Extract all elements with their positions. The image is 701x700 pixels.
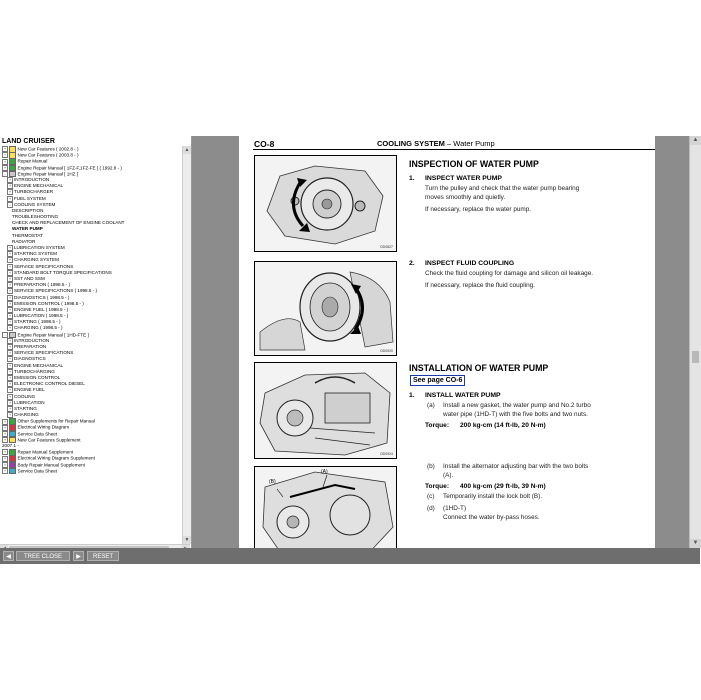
tree-item-label: Body Repair Manual Supplement xyxy=(17,462,85,468)
expand-plus-icon[interactable]: + xyxy=(8,270,12,275)
step-b-line-2: (A). xyxy=(443,472,454,479)
inspect-step-1-number: 1. xyxy=(409,175,415,182)
tree-item-label: New Car Features ( 2002.8 - ) xyxy=(17,146,79,152)
inspect-step-1-line-1: Turn the pulley and check that the water pump bearing xyxy=(425,185,580,192)
tree-item-label: Engine Repair Manual [ 1HZ ] xyxy=(17,171,79,177)
tree-item-label: Electrical Wiring Diagram xyxy=(17,424,70,430)
step-b-label: (b) xyxy=(427,463,435,470)
expand-plus-icon[interactable]: + xyxy=(3,462,7,467)
tree-item-label: Service Data Sheet xyxy=(17,468,58,474)
tree-item-label: PREPARATION ( 1998.5 - ) xyxy=(14,282,70,288)
tree-item-label: ENGINE FUEL xyxy=(14,387,45,393)
bottom-toolbar xyxy=(0,548,700,564)
tree-item-label: CHARGING SYSTEM xyxy=(14,257,59,263)
tree-item-label: SST AND SSM xyxy=(14,276,45,282)
tree-item-label: DIAGNOSTICS xyxy=(14,356,46,362)
tree-item-label: RADIATOR xyxy=(12,238,36,244)
tree-item-label: STANDARD BOLT TORQUE SPECIFICATIONS xyxy=(14,269,112,275)
tree-item-label: DESCRIPTION xyxy=(12,207,44,213)
water-pump-drawing xyxy=(255,156,396,251)
tree-list xyxy=(0,146,182,544)
figure-fluid-coupling xyxy=(254,261,397,356)
callout-a: (A) xyxy=(321,469,328,475)
inspect-step-2-line-1: Check the fluid coupling for damage and silicon oil leakage. xyxy=(425,270,594,277)
callout-b: (B) xyxy=(269,479,276,485)
header-rule xyxy=(253,149,655,150)
expand-plus-icon[interactable]: + xyxy=(3,153,7,158)
expand-plus-icon[interactable]: + xyxy=(3,419,7,424)
tree-title: LAND CRUISER xyxy=(2,138,55,145)
inspect-step-1-line-3: If necessary, replace the water pump. xyxy=(425,206,532,213)
install-step-1-number: 1. xyxy=(409,392,415,399)
tree-item-label: 2007.1 - xyxy=(2,443,19,448)
tree-item-label: TROUBLESHOOTING xyxy=(12,214,59,220)
tree-item-label: TURBOCHARGING xyxy=(14,368,55,374)
expand-plus-icon[interactable]: + xyxy=(8,264,12,269)
tree-item-label: Engine Repair Manual [ 1HD-FTE ] xyxy=(17,332,89,338)
tree-item-label: WATER PUMP xyxy=(12,226,43,232)
expand-plus-icon[interactable]: + xyxy=(8,246,12,250)
expand-plus-icon[interactable]: + xyxy=(3,431,7,436)
tree-item-label: STARTING ( 1998.5 - ) xyxy=(14,319,61,325)
manual-page xyxy=(239,136,655,548)
tree-item-label: CHARGING xyxy=(14,412,39,418)
expand-plus-icon[interactable]: + xyxy=(3,469,7,473)
step-a-line-1: Install a new gasket, the water pump and No.2 turbo xyxy=(443,402,591,409)
tree-item-label: CHECK AND REPLACEMENT OF ENGINE COOLANT xyxy=(12,220,125,226)
expand-plus-icon[interactable]: + xyxy=(8,351,12,356)
document-vertical-scrollbar[interactable] xyxy=(689,136,701,548)
step-a-line-2: water pipe (1HD-T) with the five bolts and two nuts. xyxy=(443,411,588,418)
inspect-step-1-line-2: moves smoothly and quietly. xyxy=(425,194,506,201)
figure-water-pump-pulley xyxy=(254,155,397,252)
doc-scroll-down-icon[interactable]: ▼ xyxy=(690,539,701,548)
tree-item-label: THERMOSTAT xyxy=(12,232,43,238)
expand-plus-icon[interactable]: + xyxy=(8,326,12,331)
tree-item-label: INTRODUCTION xyxy=(14,338,50,344)
section-dash: – xyxy=(447,139,454,148)
inspect-step-1-title: INSPECT WATER PUMP xyxy=(425,175,502,182)
expand-plus-icon[interactable]: + xyxy=(8,363,12,368)
tree-item-label: Repair Manual Supplement xyxy=(17,449,74,455)
tree-item-label: LUBRICATION SYSTEM xyxy=(14,245,65,251)
tree-item-label: TURBOCHARGER xyxy=(14,189,54,195)
section-header xyxy=(377,139,495,148)
expand-plus-icon[interactable]: + xyxy=(8,289,12,294)
reset-button[interactable]: RESET xyxy=(87,551,119,561)
tree-item-label: SERVICE SPECIFICATIONS ( 1998.5 - ) xyxy=(14,288,98,294)
tree-item-label: SERVICE SPECIFICATIONS xyxy=(14,263,74,269)
tree-item-label: INTRODUCTION xyxy=(14,177,50,183)
expand-plus-icon[interactable]: + xyxy=(3,438,7,443)
expand-plus-icon[interactable]: + xyxy=(8,357,12,362)
expand-plus-icon[interactable]: + xyxy=(3,456,7,461)
inspect-step-2-title: INSPECT FLUID COUPLING xyxy=(425,260,515,267)
expand-plus-icon[interactable]: + xyxy=(8,307,12,312)
tree-item-label: SERVICE SPECIFICATIONS xyxy=(14,350,74,356)
tree-item-label: Electrical Wiring Diagram Supplement xyxy=(17,455,95,461)
expand-plus-icon[interactable]: + xyxy=(3,147,7,152)
expand-plus-icon[interactable]: + xyxy=(8,382,12,387)
tree-item-label: EMISSION CONTROL xyxy=(14,375,61,381)
doc-scroll-up-icon[interactable]: ▲ xyxy=(690,136,701,145)
tree-item-label: LUBRICATION ( 1998.5 - ) xyxy=(14,313,69,319)
step-d-line-1: (1HD-T) xyxy=(443,505,467,512)
expand-plus-icon[interactable]: + xyxy=(8,276,12,281)
expand-plus-icon[interactable]: + xyxy=(8,301,12,306)
expand-plus-icon[interactable]: + xyxy=(8,406,12,411)
manual-viewer-window xyxy=(0,136,700,564)
tree-item-label: Other Supplements for Repair Manual xyxy=(17,418,95,424)
step-c-label: (c) xyxy=(427,493,435,500)
torque-1-value: 200 kg-cm (14 ft-lb, 20 N-m) xyxy=(460,422,546,429)
see-page-link[interactable]: See page CO-6 xyxy=(410,375,465,386)
expand-plus-icon[interactable]: + xyxy=(8,345,12,349)
tree-vertical-scrollbar[interactable] xyxy=(182,146,191,544)
tree-item-label: LUBRICATION xyxy=(14,399,45,405)
engine-front-drawing xyxy=(255,363,396,458)
tree-item-label: DIAGNOSTICS ( 1998.5 - ) xyxy=(14,294,70,300)
tree-item-label: COOLING xyxy=(14,393,36,399)
inspect-step-2-number: 2. xyxy=(409,260,415,267)
tree-item-label: Service Data Sheet xyxy=(17,431,58,437)
install-step-1-title: INSTALL WATER PUMP xyxy=(425,392,501,399)
expand-plus-icon[interactable]: + xyxy=(8,184,12,189)
tree-item-label: PREPARATION xyxy=(14,344,47,350)
tree-item-label: ENGINE FUEL ( 1998.5 - ) xyxy=(14,307,69,313)
page-number: CO-8 xyxy=(254,139,275,149)
torque-1-label: Torque: xyxy=(425,422,450,429)
tree-item-label: Repair Manual xyxy=(17,158,48,164)
prev-arrow-button[interactable]: ◀ xyxy=(3,551,14,561)
expand-plus-icon[interactable]: + xyxy=(8,283,12,288)
collapse-minus-icon[interactable]: - xyxy=(2,332,8,338)
installation-heading: INSTALLATION OF WATER PUMP xyxy=(409,363,549,373)
collapse-minus-icon[interactable]: - xyxy=(2,171,8,177)
expand-plus-icon[interactable]: + xyxy=(8,413,12,418)
expand-plus-icon[interactable]: + xyxy=(8,400,12,405)
tree-item[interactable] xyxy=(0,468,182,474)
book-icon xyxy=(9,468,16,475)
expand-plus-icon[interactable]: + xyxy=(3,159,7,164)
step-b-line-1: Install the alternator adjusting bar with the two bolts xyxy=(443,463,589,470)
expand-plus-icon[interactable]: + xyxy=(8,314,12,319)
tree-item-label: EMISSION CONTROL ( 1998.5 - ) xyxy=(14,300,84,306)
tree-item-label: STARTING SYSTEM xyxy=(14,251,57,257)
tree-item-label: COOLING SYSTEM xyxy=(14,201,56,207)
expand-plus-icon[interactable]: + xyxy=(3,165,7,170)
scroll-up-arrow-icon[interactable]: ▲ xyxy=(184,147,190,153)
tree-item-label: ENGINE MECHANICAL xyxy=(14,183,64,189)
expand-plus-icon[interactable]: + xyxy=(8,295,12,300)
expand-plus-icon[interactable]: + xyxy=(3,450,7,455)
expand-plus-icon[interactable]: + xyxy=(8,394,12,399)
tree-item-label: CHARGING ( 1998.5 - ) xyxy=(14,325,63,331)
expand-plus-icon[interactable]: + xyxy=(8,196,12,201)
expand-plus-icon[interactable]: + xyxy=(3,425,7,430)
figure-code: OD0924 xyxy=(379,452,393,456)
step-c-line-1: Temporarily install the lock bolt (B). xyxy=(443,493,543,500)
tree-item-label: Engine Repair Manual [ 1FZ-F,1FZ-FE ] ( 1992.8 - ) xyxy=(17,165,122,171)
tree-item-label: ENGINE MECHANICAL xyxy=(14,362,64,368)
figure-code: OD0920 xyxy=(379,349,393,353)
section-subtitle: Water Pump xyxy=(453,139,495,148)
next-arrow-button[interactable]: ▶ xyxy=(73,551,84,561)
tree-item-label: STARTING xyxy=(14,406,37,412)
figure-water-pump-install xyxy=(254,362,397,459)
fluid-coupling-drawing xyxy=(255,262,396,355)
step-a-label: (a) xyxy=(427,402,435,409)
expand-plus-icon[interactable]: + xyxy=(8,177,12,182)
torque-2-label: Torque: xyxy=(425,483,450,490)
collapse-minus-icon[interactable]: - xyxy=(7,202,13,208)
torque-2-value: 400 kg-cm (29 ft-lb, 39 N-m) xyxy=(460,483,546,490)
expand-plus-icon[interactable]: + xyxy=(8,320,12,325)
expand-plus-icon[interactable]: + xyxy=(8,388,12,393)
step-d-label: (d) xyxy=(427,505,435,512)
expand-plus-icon[interactable]: + xyxy=(8,190,12,195)
section-title: COOLING SYSTEM xyxy=(377,139,445,148)
tree-panel xyxy=(0,136,192,564)
doc-scrollbar-thumb[interactable] xyxy=(692,351,699,363)
tree-item-label: FUEL SYSTEM xyxy=(14,195,46,201)
inspection-heading: INSPECTION OF WATER PUMP xyxy=(409,159,539,169)
scroll-down-arrow-icon[interactable]: ▼ xyxy=(184,537,190,543)
tree-item-label: New Car Features ( 2003.8 - ) xyxy=(17,152,79,158)
figure-code: OD0827 xyxy=(379,245,393,249)
tree-item-label: New Car Features Supplement xyxy=(17,437,81,443)
expand-plus-icon[interactable]: + xyxy=(8,338,12,343)
expand-plus-icon[interactable]: + xyxy=(8,258,12,263)
step-d-line-2: Connect the water by-pass hoses. xyxy=(443,514,540,521)
inspect-step-2-line-2: If necessary, replace the fluid coupling. xyxy=(425,282,536,289)
expand-plus-icon[interactable]: + xyxy=(8,375,12,380)
expand-plus-icon[interactable]: + xyxy=(8,252,12,257)
tree-item-label: ELECTRONIC CONTROL DIESEL xyxy=(14,381,85,387)
tree-close-button[interactable]: TREE CLOSE xyxy=(16,551,70,561)
expand-plus-icon[interactable]: + xyxy=(8,369,12,374)
